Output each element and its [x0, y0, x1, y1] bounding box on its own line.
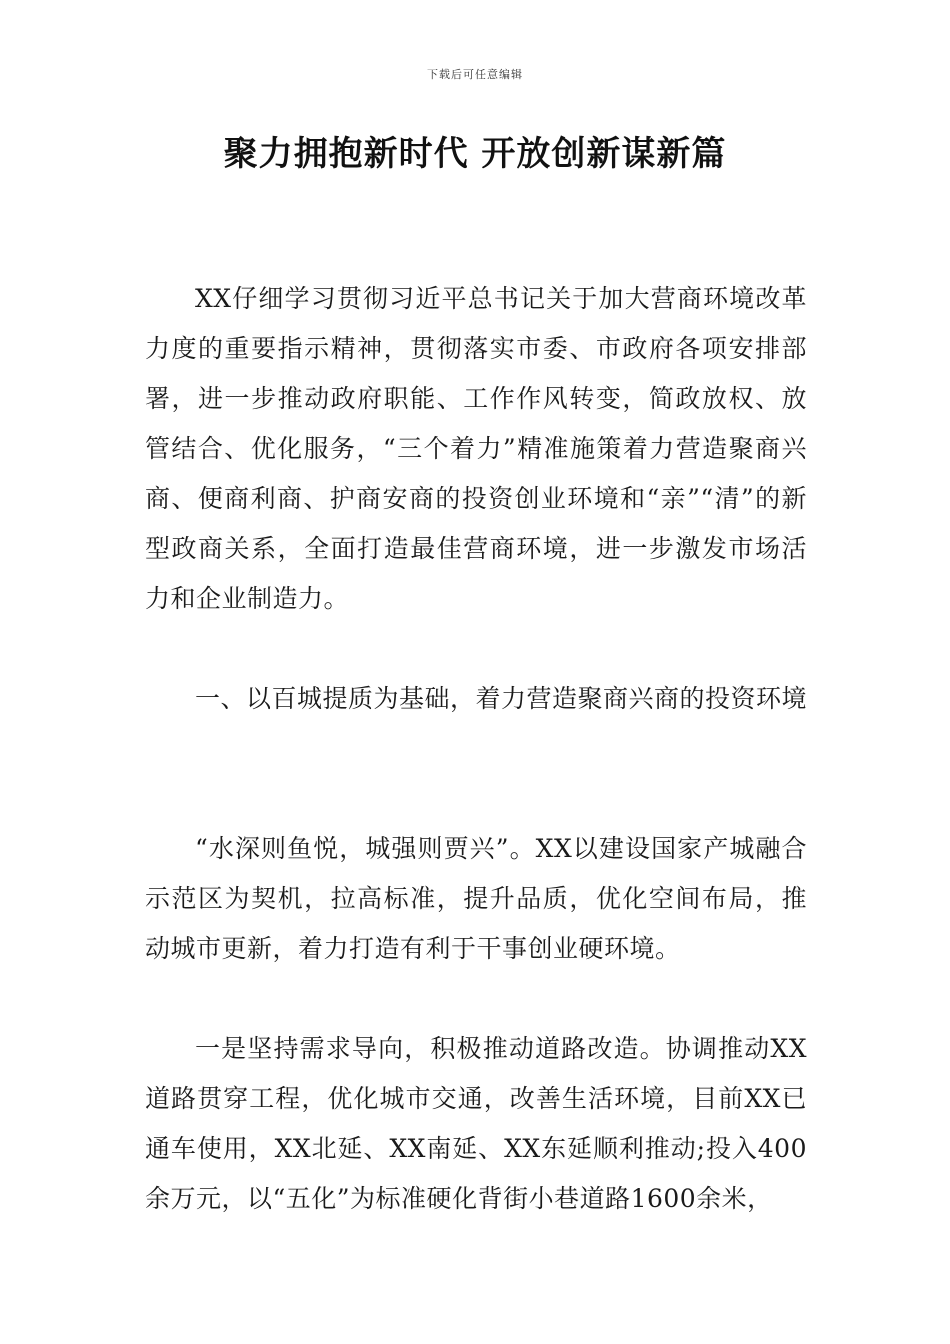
paragraph-section-1: “水深则鱼悦，城强则贾兴”。XX以建设国家产城融合示范区为契机，拉高标准，提升品质，优化空间布局，推动城市更新，着力打造有利于干事创业硬环境。: [145, 834, 807, 963]
section-heading-1: 一、以百城提质为基础，着力营造聚商兴商的投资环境: [195, 684, 808, 713]
paragraph-point-1: 一是坚持需求导向，积极推动道路改造。协调推动XX道路贯穿工程，优化城市交通，改善生活环境，目前XX已通车使用，XX北延、XX南延、XX东延顺利推动;投入400余万元，以“五化”为标准硬化背街小巷道路1600余米，: [145, 1034, 807, 1213]
header-note: 下载后可任意编辑: [427, 68, 523, 81]
document-title: 聚力拥抱新时代 开放创新谋新篇: [223, 134, 727, 174]
paragraph-intro: XX仔细学习贯彻习近平总书记关于加大营商环境改革力度的重要指示精神，贯彻落实市委、市政府各项安排部署，进一步推动政府职能、工作作风转变，简政放权、放管结合、优化服务，“三个着力”精准施策着力营造聚商兴商、便商利商、护商安商的投资创业环境和“亲”“清”的新型政商关系，全面打造最佳营商环境，进一步激发市场活力和企业制造力。: [145, 284, 807, 613]
